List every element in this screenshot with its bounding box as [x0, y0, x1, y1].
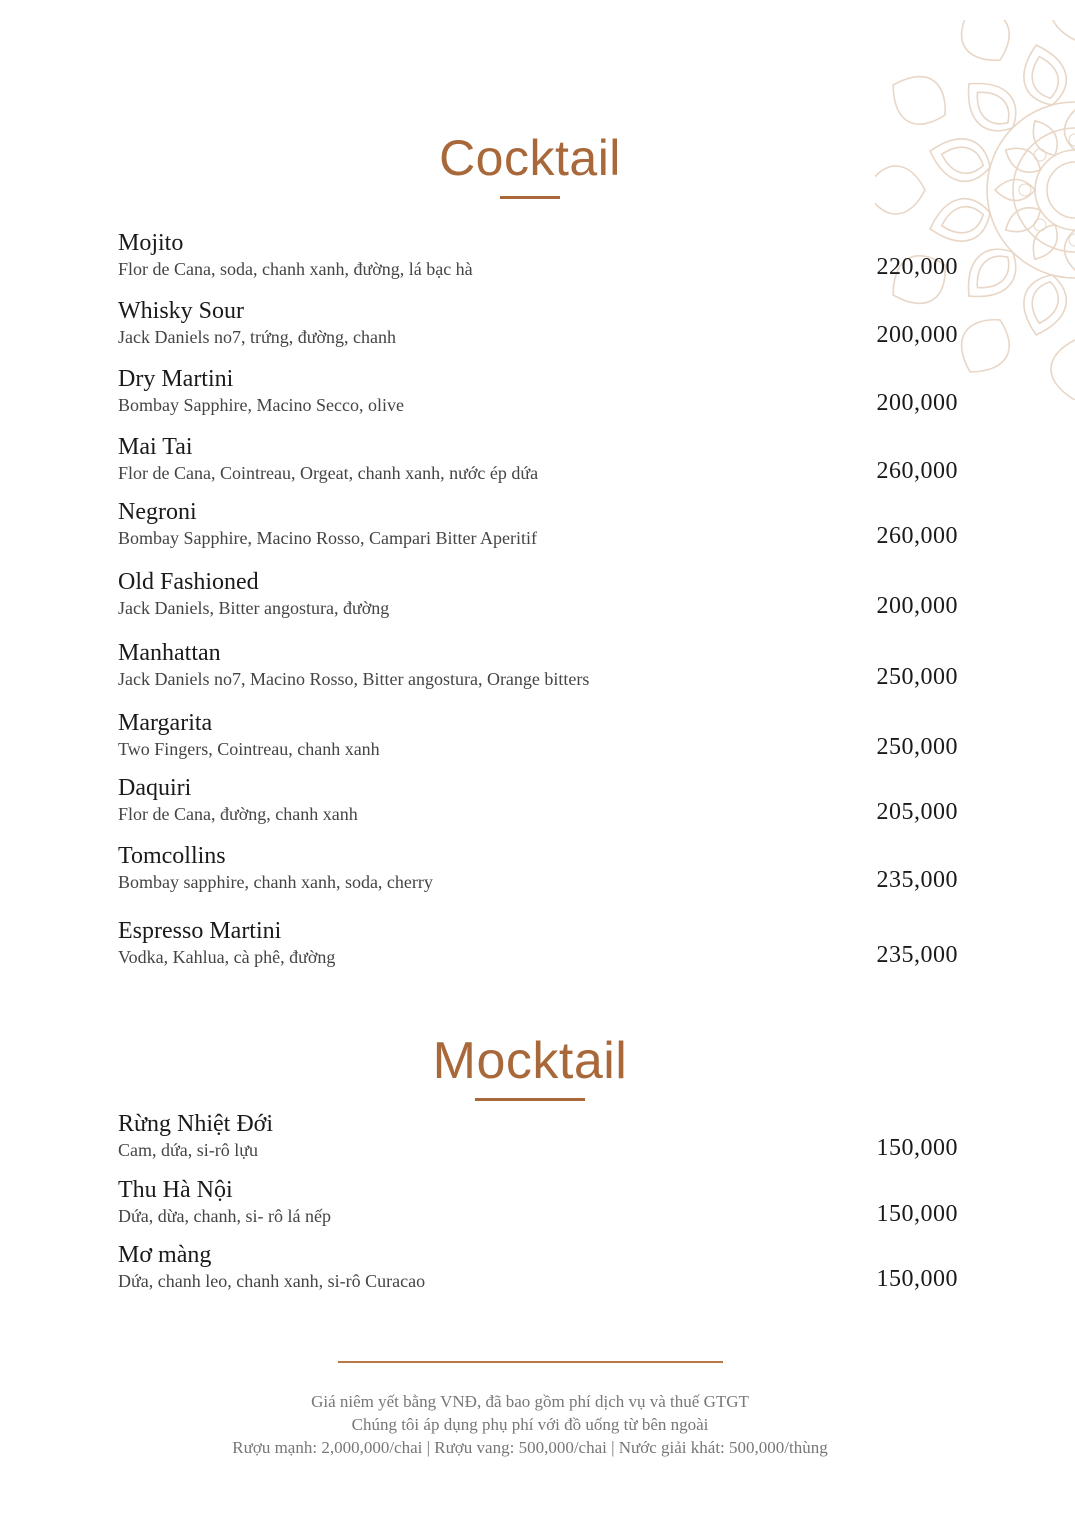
item-price: 250,000 — [876, 734, 958, 760]
item-price: 200,000 — [876, 593, 958, 619]
item-description: Flor de Cana, soda, chanh xanh, đường, lá bạc hà — [118, 259, 473, 279]
item-description: Bombay Sapphire, Macino Secco, olive — [118, 395, 404, 415]
item-name: Daquiri — [118, 775, 192, 801]
item-name: Rừng Nhiệt Đới — [118, 1111, 274, 1137]
menu-item-manhattan — [118, 640, 958, 690]
footer-line-price-note: Giá niêm yết bằng VNĐ, đã bao gồm phí dịch vụ và thuế GTGT — [311, 1392, 749, 1411]
item-description: Flor de Cana, đường, chanh xanh — [118, 804, 358, 824]
menu-item-rung-nhiet-doi — [118, 1111, 958, 1161]
item-name: Dry Martini — [118, 366, 234, 392]
cocktail-section-title: Cocktail — [439, 130, 621, 186]
item-name: Mơ màng — [118, 1242, 212, 1268]
item-name: Mojito — [118, 230, 184, 256]
item-price: 200,000 — [876, 390, 958, 416]
item-description: Bombay sapphire, chanh xanh, soda, cherry — [118, 872, 433, 892]
menu-item-mai-tai — [118, 434, 958, 484]
item-price: 220,000 — [876, 254, 958, 280]
menu-item-tomcollins — [118, 843, 958, 893]
item-description: Dứa, dừa, chanh, si- rô lá nếp — [118, 1206, 331, 1226]
item-description: Bombay Sapphire, Macino Rosso, Campari Bitter Aperitif — [118, 528, 537, 548]
item-price: 235,000 — [876, 942, 958, 968]
menu-item-negroni — [118, 499, 958, 549]
item-price: 150,000 — [876, 1135, 958, 1161]
item-price: 200,000 — [876, 322, 958, 348]
menu-item-old-fashioned — [118, 569, 958, 619]
item-description: Jack Daniels no7, trứng, đường, chanh — [118, 327, 396, 347]
menu-item-mo-mang — [118, 1242, 958, 1292]
item-price: 235,000 — [876, 867, 958, 893]
cocktail-title-underline — [500, 196, 560, 199]
footer-notes — [0, 1390, 1060, 1459]
item-price: 150,000 — [876, 1266, 958, 1292]
menu-item-espresso-martini — [118, 918, 958, 968]
menu-item-margarita — [118, 710, 958, 760]
item-description: Jack Daniels, Bitter angostura, đường — [118, 598, 390, 618]
item-name: Mai Tai — [118, 434, 193, 460]
footer-divider — [338, 1361, 723, 1363]
menu-item-daquiri — [118, 775, 958, 825]
item-description: Two Fingers, Cointreau, chanh xanh — [118, 739, 380, 759]
item-name: Old Fashioned — [118, 569, 259, 595]
menu-item-thu-ha-noi — [118, 1177, 958, 1227]
menu-item-dry-martini — [118, 366, 958, 416]
item-name: Tomcollins — [118, 843, 226, 869]
item-name: Thu Hà Nội — [118, 1177, 233, 1203]
item-name: Manhattan — [118, 640, 221, 666]
item-description: Vodka, Kahlua, cà phê, đường — [118, 947, 336, 967]
mocktail-section-title: Mocktail — [432, 1032, 628, 1090]
item-name: Margarita — [118, 710, 213, 736]
footer-line-surcharge-note: Chúng tôi áp dụng phụ phí với đồ uống từ bên ngoài — [351, 1415, 709, 1434]
item-name: Espresso Martini — [118, 918, 282, 944]
item-description: Cam, dứa, si-rô lựu — [118, 1140, 258, 1160]
footer-line-corkage-rates: Rượu mạnh: 2,000,000/chai | Rượu vang: 500,000/chai | Nước giải khát: 500,000/thùng — [232, 1438, 828, 1457]
item-price: 205,000 — [876, 799, 958, 825]
item-name: Whisky Sour — [118, 298, 244, 324]
item-price: 260,000 — [876, 523, 958, 549]
item-description: Flor de Cana, Cointreau, Orgeat, chanh xanh, nước ép dứa — [118, 463, 539, 483]
mocktail-title-underline — [475, 1098, 585, 1101]
item-description: Jack Daniels no7, Macino Rosso, Bitter angostura, Orange bitters — [118, 669, 590, 689]
item-price: 250,000 — [876, 664, 958, 690]
item-price: 260,000 — [876, 458, 958, 484]
menu-item-whisky-sour — [118, 298, 958, 348]
item-name: Negroni — [118, 499, 197, 525]
item-description: Dứa, chanh leo, chanh xanh, si-rô Curacao — [118, 1271, 426, 1291]
menu-item-mojito — [118, 230, 958, 280]
item-price: 150,000 — [876, 1201, 958, 1227]
